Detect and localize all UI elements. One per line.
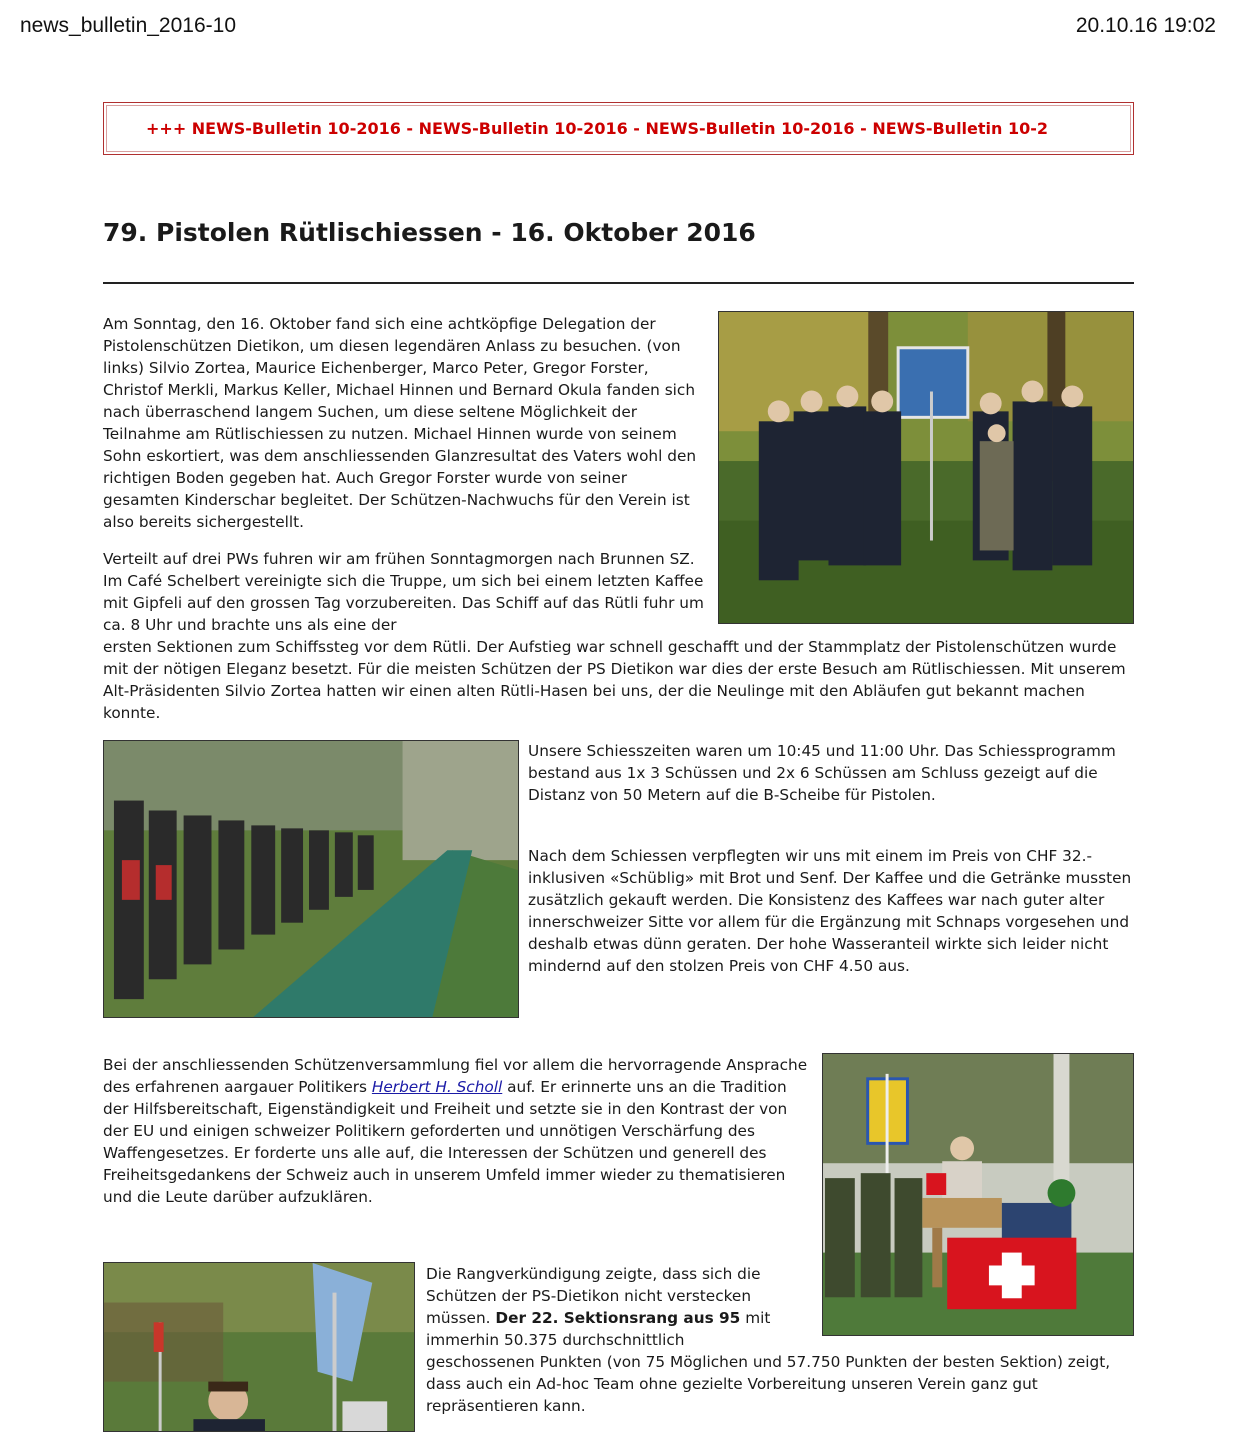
politician-link[interactable]: Herbert H. Scholl	[371, 1078, 503, 1096]
shooting-range-photo	[103, 740, 519, 1018]
speech-photo	[822, 1053, 1134, 1336]
print-datetime: 20.10.16 19:02	[1075, 14, 1216, 37]
paragraph-delegation: Am Sonntag, den 16. Oktober fand sich eine achtköpfige Delegation der Pistolenschützen Dietikon, um diesen legendären Anlass zu besuchen. (von links) Silvio Zortea, Maurice Eichenberger, Marco Peter, Gregor Forster, Christof Merkli, Markus Keller, Michael Hinnen und Bernard Okula fanden sich nach überraschend langem Suchen, um diese seltene Möglichkeit der Teilnahme am Rütlischiessen zu nutzen. Michael Hinnen wurde von seinem Sohn eskortiert, was dem anschliessenden Glanzresultat des Vaters wohl den richtigen Boden gegeben hat. Auch Gregor Forster wurde von seiner gesamten Kinderschar begleitet. Der Schützen-Nachwuchs für den Verein ist also bereits sichergestellt.	[103, 315, 697, 531]
paragraph-assembly	[103, 1054, 809, 1208]
document-name: news_bulletin_2016-10	[20, 14, 236, 37]
ranking-highlight: Der 22. Sektionsrang aus 95	[495, 1309, 741, 1327]
paragraph-catering: Nach dem Schiessen verpflegten wir uns mit einem im Preis von CHF 32.- inklusiven «Schüblig» mit Brot und Senf. Der Kaffee und die Getränke mussten zusätzlich gekauft werden. Die Konsistenz des Kaffees war nach guter alter innerschweizer Sitte vor allem für die Ergänzung mit Schnaps vorgesehen und deshalb etwas dünn geraten. Der hohe Wasseranteil wirkte sich leider nicht mindernd auf den stolzen Preis von CHF 4.50 aus.	[528, 847, 1132, 975]
title-divider	[103, 282, 1134, 284]
team-member-photo	[103, 1262, 415, 1432]
paragraph-journey: Verteilt auf drei PWs fuhren wir am frühen Sonntagmorgen nach Brunnen SZ. Im Café Schelbert vereinigte sich die Truppe, um sich bei einem letzten Kaffee mit Gipfeli auf den grossen Tag vorzubereiten. Das Schiff auf das Rütli fuhr um ca. 8 Uhr und brachte uns als eine der	[103, 550, 704, 634]
assembly-text-start: Bei der anschliessenden Schützenversammlung fiel vor allem die hervorragende Ansprache des erfahrenen aargauer Politikers	[103, 1056, 808, 1096]
group-photo	[718, 311, 1134, 624]
article-title: 79. Pistolen Rütlischiessen - 16. Oktober 2016	[103, 218, 756, 247]
paragraph-ranking-continued: geschossenen Punkten (von 75 Möglichen und 57.750 Punkten der besten Sektion) zeigt, dass auch ein Ad-hoc Team ohne gezielte Vorbereitung unseren Verein ganz gut repräsentieren kann.	[426, 1353, 1111, 1415]
news-ticker-text: +++ NEWS-Bulletin 10-2016 - NEWS-Bulletin 10-2016 - NEWS-Bulletin 10-2016 - NEWS-Bulletin 10-2	[146, 119, 1049, 138]
assembly-text-end: auf. Er erinnerte uns an die Tradition der Hilfsbereitschaft, Eigenständigkeit und Freiheit und setzte sie in den Kontrast der von der EU und einigen schweizer Politikern geforderten und unnötigen Verschärfung des Waffengesetzes. Er forderte uns alle auf, die Interessen der Schützen und generell des Freiheitsgedankens der Schweiz auch in unserem Umfeld immer wieder zu thematisieren und die Leute darüber aufzuklären.	[103, 1078, 788, 1206]
ranking-text-middle: mit immerhin 50.375 durchschnittlich	[426, 1309, 771, 1349]
paragraph-schedule: Unsere Schiesszeiten waren um 10:45 und 11:00 Uhr. Das Schiessprogramm bestand aus 1x 3 Schüssen und 2x 6 Schüssen am Schluss gezeigt auf die Distanz von 50 Metern auf die B-Scheibe für Pistolen.	[528, 742, 1116, 804]
paragraph-ranking	[426, 1263, 816, 1351]
news-ticker	[103, 102, 1134, 155]
paragraph-journey-continued: ersten Sektionen zum Schiffssteg vor dem Rütli. Der Aufstieg war schnell geschafft und der Stammplatz der Pistolenschützen wurde mit der nötigen Eleganz besetzt. Für die meisten Schützen der PS Dietikon war dies der erste Besuch am Rütlischiessen. Mit unserem Alt-Präsidenten Silvio Zortea hatten wir einen alten Rütli-Hasen bei uns, der die Neulinge mit den Abläufen gut bekannt machen konnte.	[103, 638, 1126, 722]
ranking-text-start: Die Rangverkündigung zeigte, dass sich die Schützen der PS-Dietikon nicht verstecken müssen.	[426, 1265, 761, 1327]
